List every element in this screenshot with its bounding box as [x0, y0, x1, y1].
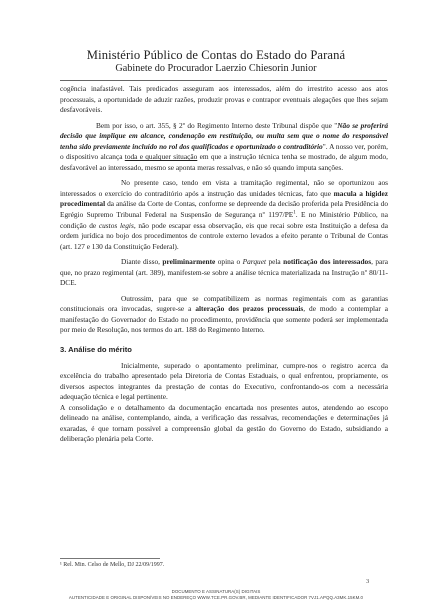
- text-span: Outrossim, para que se compatibilizem as normas regimentais com as garantias constitucionais ora invocadas, sugere-se a: [60, 293, 388, 314]
- bold-phrase: macula a higidez procedimental: [60, 188, 388, 209]
- text-span: ". A nosso ver, porém, o dispositivo alcança: [60, 141, 388, 162]
- text-span: da análise da Corte de Contas, conforme se depreende da decisão proferida pela Presidência do Egrégio Supremo Tribunal Federal na Suspensão de Segurança nº 1197/PE: [60, 199, 388, 220]
- paragraph-3: [60, 178, 388, 252]
- header-rule: [60, 80, 387, 81]
- footer-line-1: DOCUMENTO E ASSINATURA(S) DIGITAIS: [171, 589, 261, 594]
- institution-title: Ministério Público de Contas do Estado do Paraná: [86, 48, 346, 62]
- office-subtitle: Gabinete do Procurador Laerzio Chiesorin Junior: [115, 63, 317, 74]
- bold-phrase: alteração dos prazos processuais: [195, 304, 304, 314]
- text-span: , para que, no prazo regimental (art. 389), manifestem-se sobre a análise técnica materializada na Instrução nº 80/11-DCE.: [60, 257, 389, 288]
- document-body: [60, 84, 388, 445]
- italic-phrase: Parquet: [242, 257, 266, 267]
- text-span: pela: [266, 257, 284, 267]
- paragraph-4: [60, 257, 388, 289]
- quoted-rule: Não se proferirá decisão que implique em alcance, condenação em restituição, ou multa sem que o nome do responsável tenha sido previamente incluído no rol dos qualificados e oportunizado o contraditório: [60, 120, 388, 151]
- section-heading: 3. Análise do mérito: [60, 345, 132, 355]
- paragraph-5: [60, 294, 388, 336]
- text-span: Bem por isso, o art. 355, § 2º do Regimento Interno deste Tribunal dispõe que ": [96, 120, 338, 130]
- letterhead: [0, 48, 432, 75]
- paragraph-7: A consolidação e o detalhamento da documentação encartada nos presentes autos, atendendo ao escopo delineado na análise, contemplando, ainda, a verificação das ressalvas, recomendações e determinações já exaradas, é que tornam possível a compreensão global da gestão do Governo do Estado, subsidiando a deliberação plenária pela Corte.: [60, 402, 388, 444]
- footnote-ref[interactable]: 1: [293, 210, 296, 216]
- text-span: , não pode escapar essa observação, eis que recai sobre esta Instituição a defesa da ordem jurídica no bojo dos procedimentos de controle externo levados a efeito perante o Tribunal de Contas (art. 127 e 130 da Constituição Federal).: [60, 220, 388, 251]
- paragraph-6: Inicialmente, superado o apontamento preliminar, cumpre-nos o registro acerca da excelência do trabalho apresentado pela Diretoria de Contas Estaduais, o qual enfrentou, propriamente, os diversos aspectos integrantes da prestação de contas do Executivo, confrontando-os com a necessária adequação técnica e legal pertinente.: [60, 360, 388, 402]
- footer-line-2[interactable]: AUTENTICIDADE E ORIGINAL DISPONÍVEIS NO ENDEREÇO WWW.TCE.PR.GOV.BR, MEDIANTE IDENTIFICADOR 7VJ1.APQQ.A3MK.15KM.0: [68, 595, 364, 600]
- text-span: . E no Ministério Público, na condição de: [60, 210, 388, 230]
- bold-phrase: preliminarmente: [162, 257, 216, 267]
- text-span: No presente caso, tendo em vista a tramitação regimental, não se oportunizou aos interessados o exercício do contraditório após a instrução das unidades técnicas, fato que: [60, 178, 388, 198]
- paragraph-2: [60, 121, 388, 174]
- italic-phrase: custos legis: [98, 220, 134, 230]
- text-span: , de modo a contemplar a manifestação do Governador do Estado no procedimento, providência que somente poderá ser implementada por meio de Resolução, nos termos do art. 188 do Regimento Interno.: [60, 304, 388, 335]
- paragraph-1: cogência inafastável. Tais predicados asseguram aos interessados, além do irrestrito acesso aos atos processuais, a oportunidade de aduzir razões, produzir provas e contrapor eventuais alegações que lhes sejam desfavoráveis.: [60, 84, 388, 115]
- underlined-phrase: toda e qualquer situação: [124, 152, 198, 162]
- footnote: ¹ Rel. Min. Celso de Mello, DJ 22/09/1997.: [60, 562, 165, 568]
- text-span: opina o: [215, 257, 243, 267]
- bold-phrase: notificação dos interessados: [283, 257, 372, 267]
- text-span: em que a instrução técnica tenha se mostrado, de algum modo, desfavorável ao interessado, mesmo se aponta meras ressalvas, e não só quando imputa sanções.: [60, 152, 388, 172]
- page-number: 3: [366, 578, 370, 585]
- text-span: Diante disso,: [121, 257, 163, 267]
- footnote-rule: [60, 558, 160, 559]
